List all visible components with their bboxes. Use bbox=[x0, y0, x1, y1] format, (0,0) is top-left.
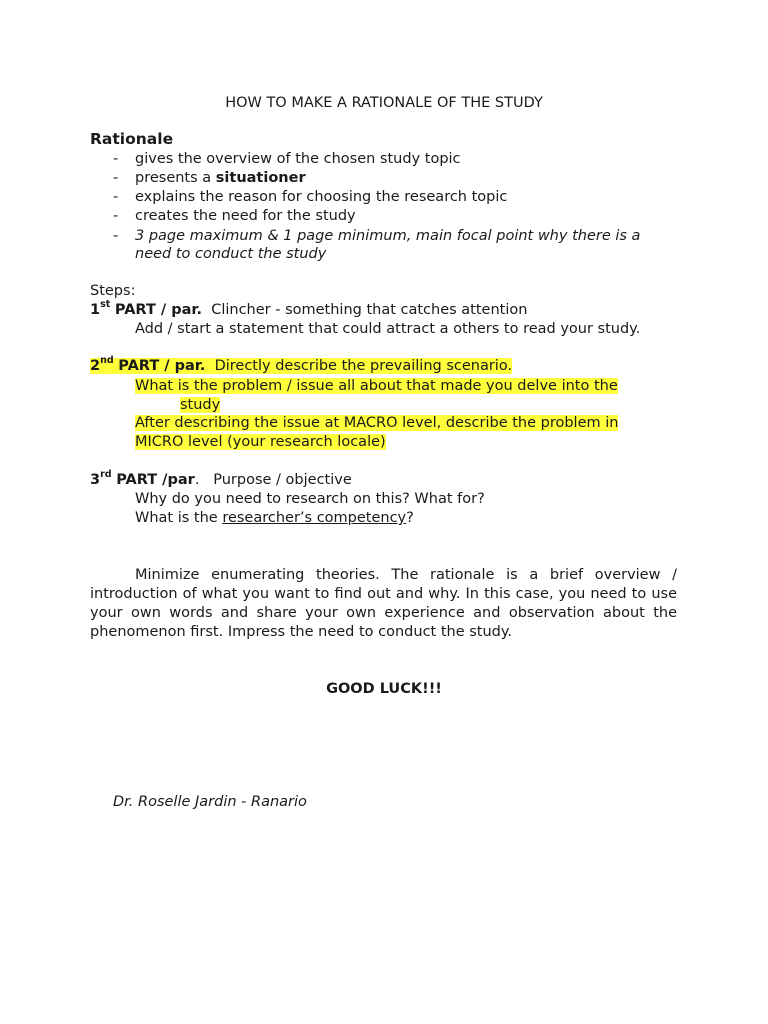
part2-line2b-text: MICRO level (your research locale) bbox=[135, 434, 386, 450]
part3-description: Purpose / objective bbox=[213, 472, 352, 488]
part2-line2 bbox=[135, 414, 618, 433]
bullet-marker: - bbox=[113, 151, 119, 167]
bullet-marker: - bbox=[113, 228, 119, 244]
closing-paragraph-text: Minimize enumerating theories. The rationale is a brief overview / introduction of what you want to find out and why. In this case, you need to use your own words and share your own experience and observation about the phenomenon first. Impress the need to conduct the study. bbox=[90, 567, 677, 640]
part1-title: PART / par. bbox=[114, 302, 202, 318]
list-item-text: explains the reason for choosing the research topic bbox=[135, 189, 508, 205]
part3-ordinal: rd bbox=[100, 469, 112, 481]
part3-line2 bbox=[135, 509, 414, 528]
part2-description: Directly describe the prevailing scenario. bbox=[214, 358, 513, 374]
part2-title: PART / par. bbox=[118, 358, 206, 374]
list-item-text-plain: presents a bbox=[135, 170, 216, 186]
list-item-text-continued: need to conduct the study bbox=[135, 246, 327, 262]
part2-line1-text: What is the problem / issue all about that made you delve into the bbox=[135, 378, 618, 394]
part3-heading: 3rd PART /par. Purpose / objective bbox=[90, 469, 352, 488]
steps-label: Steps: bbox=[90, 283, 136, 299]
part2-ordinal: nd bbox=[100, 355, 114, 367]
part1-ordinal: st bbox=[100, 299, 111, 311]
bullet-marker: - bbox=[113, 189, 119, 205]
part3-line1: Why do you need to research on this? What for? bbox=[135, 491, 485, 507]
part2-line1b-text: study bbox=[180, 397, 221, 413]
author-signature: Dr. Roselle Jardin - Ranario bbox=[113, 794, 307, 810]
part3-number: 3 bbox=[90, 472, 101, 488]
list-item-text bbox=[135, 169, 306, 188]
part2-line2-continued bbox=[135, 433, 386, 452]
part3-title-par: par bbox=[167, 472, 195, 488]
part1-description: Clincher - something that catches attention bbox=[211, 302, 528, 318]
part2-line1-continued bbox=[180, 396, 220, 415]
list-item-text: creates the need for the study bbox=[135, 208, 356, 224]
part3-line2-prefix: What is the bbox=[135, 510, 223, 526]
part2-heading bbox=[90, 357, 512, 376]
researcher-competency-underlined: researcher’s competency bbox=[222, 510, 407, 526]
part3-line2-suffix: ? bbox=[406, 510, 414, 526]
bullet-marker: - bbox=[113, 170, 119, 186]
part1-line: Add / start a statement that could attract a others to read your study. bbox=[135, 321, 641, 337]
list-item-text: 3 page maximum & 1 page minimum, main focal point why there is a bbox=[135, 228, 641, 244]
bullet-marker: - bbox=[113, 208, 119, 224]
part1-number: 1 bbox=[90, 302, 101, 318]
closing-paragraph bbox=[90, 566, 677, 642]
part2-line2-text: After describing the issue at MACRO level, describe the problem in bbox=[135, 415, 619, 431]
rationale-heading: Rationale bbox=[90, 130, 174, 148]
document-title: HOW TO MAKE A RATIONALE OF THE STUDY bbox=[225, 95, 543, 111]
part1-heading bbox=[90, 301, 527, 320]
situationer-term: situationer bbox=[215, 170, 306, 186]
part2-line1 bbox=[135, 377, 618, 396]
part2-number: 2 bbox=[90, 358, 101, 374]
list-item-text: gives the overview of the chosen study topic bbox=[135, 151, 461, 167]
good-luck: GOOD LUCK!!! bbox=[326, 681, 442, 697]
part3-title: PART / bbox=[116, 472, 168, 488]
